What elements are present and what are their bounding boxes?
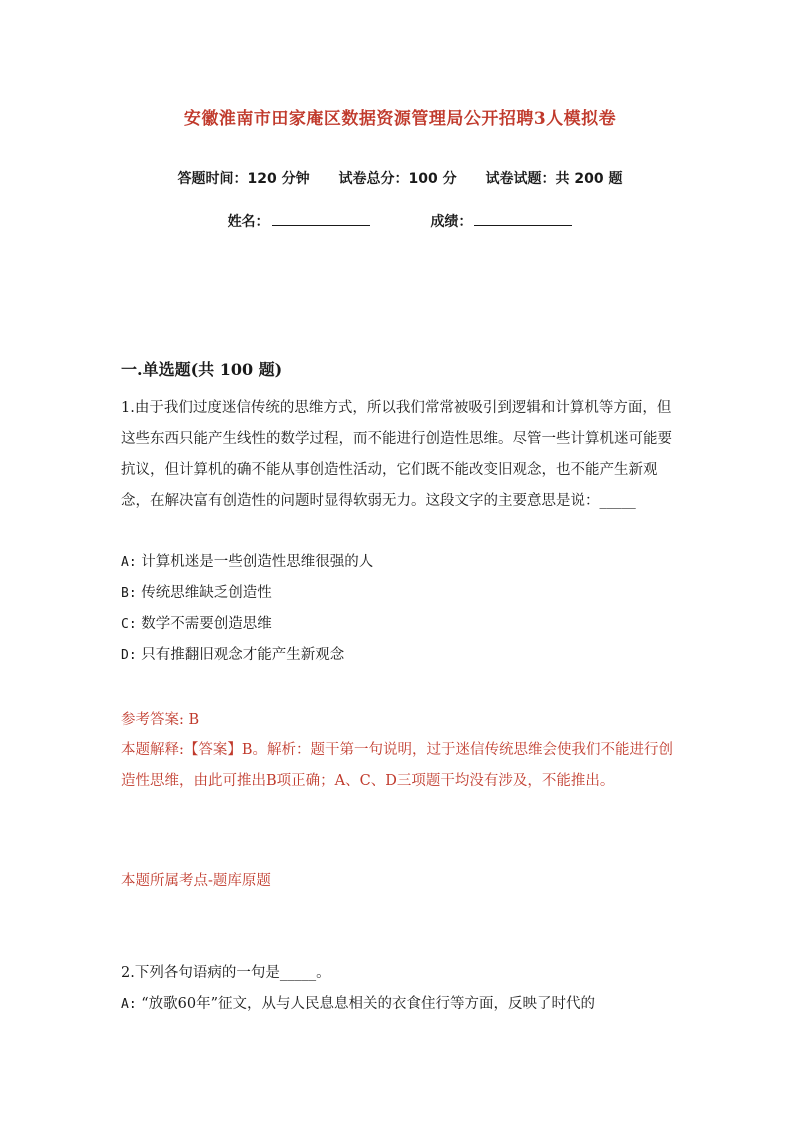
option-c-letter: C: xyxy=(121,617,137,632)
exam-meta xyxy=(0,168,800,188)
q2-option-a-text: “放歌60年”征文，从与人民息息相关的衣食住行等方面，反映了时代的 xyxy=(141,996,596,1012)
option-d-letter: D: xyxy=(121,648,137,663)
question-1-stem: 1.由于我们过度迷信传统的思维方式，所以我们常常被吸引到逻辑和计算机等方面，但这些东西只能产生线性的数学过程，而不能进行创造性思维。尽管一些计算机迷可能要抗议，但计算机的确不能从事创造性活动，它们既不能改变旧观念，也不能产生新观念，在解决富有创造性的问题时显得软弱无力。这段文字的主要意思是说：_____ xyxy=(121,400,672,509)
option-b-text: 传统思维缺乏创造性 xyxy=(141,585,272,601)
option-d-text: 只有推翻旧观念才能产生新观念 xyxy=(141,647,345,663)
option-b xyxy=(121,578,373,609)
question-1-answer: 参考答案: B xyxy=(121,712,200,728)
score-blank[interactable] xyxy=(474,211,572,226)
exam-time: 答题时间：120 分钟 xyxy=(177,171,310,187)
score-label: 成绩： xyxy=(430,214,473,230)
exam-title: 安徽淮南市田家庵区数据资源管理局公开招聘3人模拟卷 xyxy=(183,109,617,129)
option-c xyxy=(121,609,373,640)
section-heading: 一.单选题(共 100 题) xyxy=(121,360,283,379)
name-blank[interactable] xyxy=(272,211,370,226)
option-d xyxy=(121,640,373,671)
option-a xyxy=(121,547,373,578)
question-2-stem: 2.下列各句语病的一句是_____。 xyxy=(121,965,331,981)
name-score-row xyxy=(0,211,800,231)
name-group xyxy=(228,211,370,231)
score-group xyxy=(430,211,572,231)
option-a-letter: A: xyxy=(121,555,137,570)
q2-option-a-letter: A: xyxy=(121,997,137,1012)
question-1-source: 本题所属考点-题库原题 xyxy=(121,873,271,889)
name-label: 姓名： xyxy=(227,214,270,230)
question-1-explanation: 本题解释:【答案】B。解析：题干第一句说明，过于迷信传统思维会使我们不能进行创造性思维，由此可推出B项正确；A、C、D三项题干均没有涉及，不能推出。 xyxy=(121,742,674,789)
option-c-text: 数学不需要创造思维 xyxy=(141,616,272,632)
option-b-letter: B: xyxy=(121,586,137,601)
exam-question-count: 试卷试题：共 200 题 xyxy=(485,171,623,187)
question-2-option-a xyxy=(121,989,681,1020)
option-a-text: 计算机迷是一些创造性思维很强的人 xyxy=(141,554,374,570)
exam-total-score: 试卷总分：100 分 xyxy=(338,171,457,187)
question-1-options xyxy=(121,547,373,671)
